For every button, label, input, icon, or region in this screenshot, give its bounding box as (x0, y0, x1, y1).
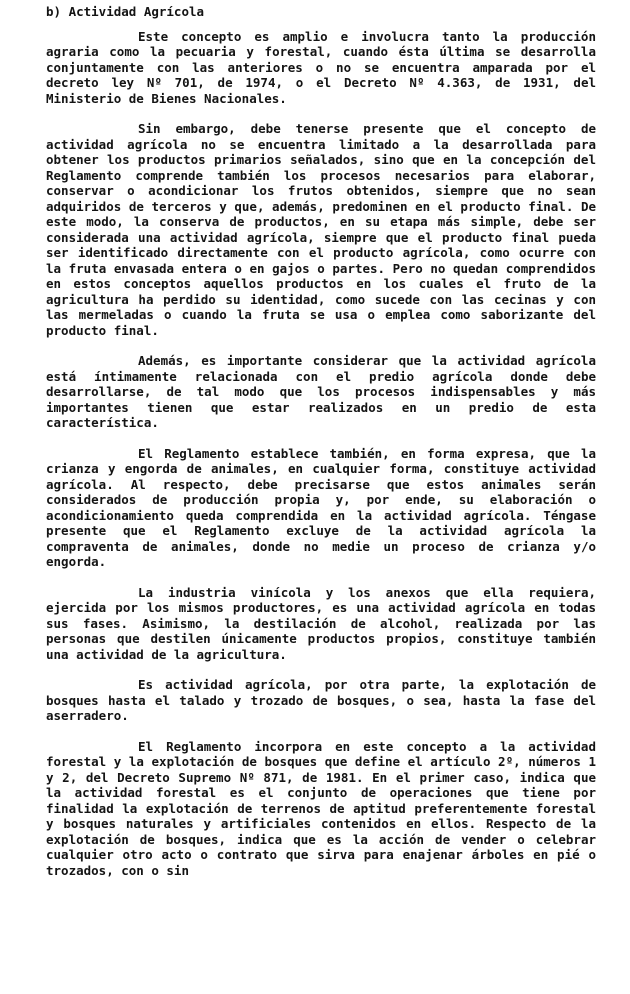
paragraph-industria-vinicola: La industria vinícola y los anexos que ella requiera, ejercida por los mismos productores, es una actividad agrícola en todas sus fases. Asimismo, la destilación de alcohol, realizada por las personas que destilen únicamente productos propios, constituye también una actividad de la agricultura. (46, 584, 596, 662)
paragraph-actividad-forestal: El Reglamento incorpora en este concepto a la actividad forestal y la explotación de bosques que define el artículo 2º, números 1 y 2, del Decreto Supremo Nº 871, de 1981. En el primer caso, indica que la actividad forestal es el conjunto de operaciones que tiene por finalidad la explotación de terrenos de aptitud preferentemente forestal y bosques naturales y artificiales contenidos en ellos. Respecto de la explotación de bosques, indica que es la acción de vender o celebrar cualquier otro acto o contrato que sirva para enajenar árboles en pié o trozados, con o sin (46, 738, 596, 878)
section-heading: b) Actividad Agrícola (46, 4, 205, 19)
paragraph-explotacion-bosques: Es actividad agrícola, por otra parte, la explotación de bosques hasta el talado y trozado de bosques, o sea, hasta la fase del aserradero. (46, 677, 596, 723)
paragraph-predio-agricola: Además, es importante considerar que la actividad agrícola está íntimamente relacionada con el predio agrícola donde debe desarrollarse, de tal modo que los procesos indispensables y más importantes tienen que estar realizados en un predio de esta característica. (46, 353, 596, 430)
paragraph-concepto-amplio: Este concepto es amplio e involucra tanto la producción agraria como la pecuaria y forestal, cuando ésta última se desarrolla conjuntamente con las anteriores o no se encuentra amparada por el decreto ley Nº 701, de 1974, o el Decreto Nº 4.363, de 1931, del Ministerio de Bienes Nacionales. (46, 28, 596, 106)
paragraph-crianza-engorda: El Reglamento establece también, en forma expresa, que la crianza y engorda de animales, en cualquier forma, constituye actividad agrícola. Al respecto, debe precisarse que estos animales serán considerados de producción propia y, por ende, su elaboración o acondicionamiento queda comprendida en la actividad agrícola. Téngase presente que el Reglamento excluye de la actividad agrícola la compraventa de animales, donde no medie un proceso de crianza y/o engorda. (46, 445, 596, 569)
paragraph-procesos-elaboracion: Sin embargo, debe tenerse presente que el concepto de actividad agrícola no se encuentra limitado a la desarrollada para obtener los productos primarios señalados, sino que en la concepción del Reglamento comprende también los procesos necesarios para elaborar, conservar o acondicionar los frutos obtenidos, siempre que no sean adquiridos de terceros y que, además, predominen en el producto final. De este modo, la conserva de productos, en su etapa más simple, debe ser considerada una actividad agrícola, siempre que el producto final pueda ser identificado directamente con el producto agrícola, como ocurre con la fruta envasada entera o en gajos o partes. Pero no quedan comprendidos en estos conceptos aquellos productos en los cuales el fruto de la agricultura ha perdido su identidad, como sucede con las cecinas y con las mermeladas o cuando la fruta se usa o emplea como saborizante del producto final. (46, 121, 596, 338)
